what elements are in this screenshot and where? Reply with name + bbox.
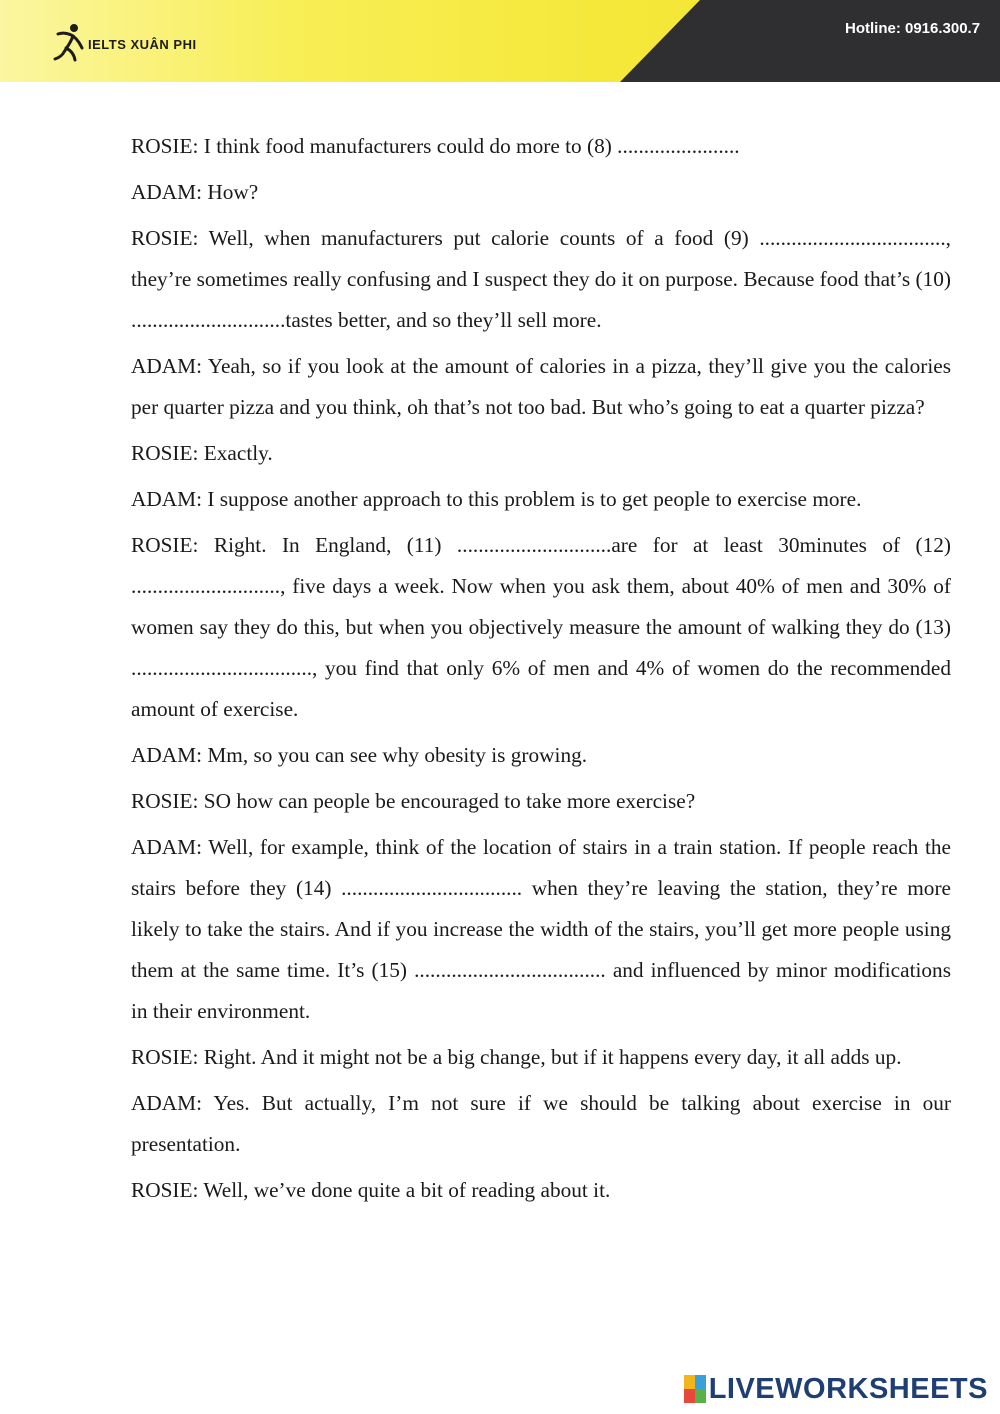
brand-logo xyxy=(52,22,197,62)
liveworksheets-watermark xyxy=(684,1372,988,1406)
dialogue-line: ADAM: How? xyxy=(131,180,259,204)
badge-square xyxy=(695,1375,706,1389)
liveworksheets-badge-icon xyxy=(684,1375,706,1403)
dialogue-line: ROSIE: I think food manufacturers could do more to (8) ....................... xyxy=(131,134,740,158)
runner-logo-icon xyxy=(52,22,86,62)
dialogue-line: ROSIE: SO how can people be encouraged to take more exercise? xyxy=(131,789,696,813)
badge-square xyxy=(684,1389,695,1403)
dialogue-line: ROSIE: Right. In England, (11) .............................are for at least 30minutes of (12) ............................, five days a week. Now when you ask them, about 40% of men and 30% of women say they do this, but when you objectively measure the amount of walking they do (13) .................................., you find that only 6% of men and 4% of women do the recommended amount of exercise. xyxy=(131,533,951,721)
dialogue-line: ROSIE: Well, when manufacturers put calorie counts of a food (9) ..................................., they’re sometimes really confusing and I suspect they do it on purpose. Because food that’s (10) .............................tastes better, and so they’ll sell more. xyxy=(131,226,951,332)
dialogue-line: ADAM: I suppose another approach to this problem is to get people to exercise more. xyxy=(131,487,862,511)
dialogue-transcript xyxy=(131,126,951,1216)
dialogue-line: ROSIE: Right. And it might not be a big change, but if it happens every day, it all adds up. xyxy=(131,1045,902,1069)
dialogue-line: ADAM: Yes. But actually, I’m not sure if we should be talking about exercise in our presentation. xyxy=(131,1091,951,1156)
hotline-text: Hotline: 0916.300.7 xyxy=(845,20,981,37)
dialogue-line: ADAM: Well, for example, think of the location of stairs in a train station. If people reach the stairs before they (14) .................................. when they’re leaving the station, they’re more likely to take the stairs. And if you increase the width of the stairs, you’ll get more people using them at the same time. It’s (15) .................................... and influenced by minor modifications in their environment. xyxy=(131,835,951,1023)
page-header xyxy=(0,0,1000,82)
liveworksheets-wordmark: LIVEWORKSHEETS xyxy=(708,1373,988,1405)
badge-square xyxy=(684,1375,695,1389)
dialogue-line: ADAM: Mm, so you can see why obesity is growing. xyxy=(131,743,588,767)
badge-square xyxy=(695,1389,706,1403)
dialogue-line: ROSIE: Well, we’ve done quite a bit of reading about it. xyxy=(131,1178,611,1202)
dialogue-line: ROSIE: Exactly. xyxy=(131,441,273,465)
brand-name: IELTS XUÂN PHI xyxy=(88,36,197,52)
dialogue-line: ADAM: Yeah, so if you look at the amount of calories in a pizza, they’ll give you the calories per quarter pizza and you think, oh that’s not too bad. But who’s going to eat a quarter pizza? xyxy=(131,354,951,419)
